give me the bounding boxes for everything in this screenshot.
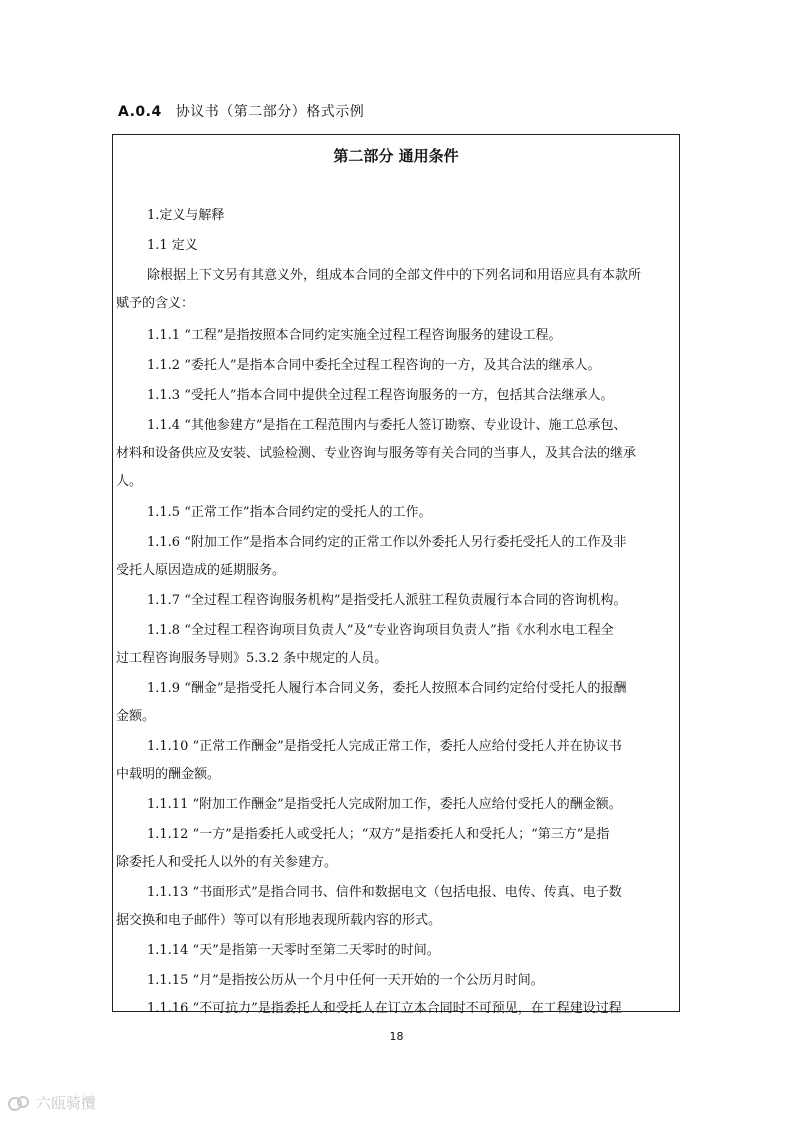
- watermark-logo-icon: [8, 1094, 32, 1112]
- text-line: 1.1.9 “酬金”是指受托人履行本合同义务，委托人按照本合同约定给付受托人的报酬: [147, 681, 627, 696]
- text-line: 1.1.14 “天”是指第一天零时至第二天零时的时间。: [147, 943, 440, 958]
- text-line: 1.1.2 “委托人”是指本合同中委托全过程工程咨询的一方，及其合法的继承人。: [147, 358, 601, 373]
- watermark: [8, 1092, 96, 1113]
- text-line: 1.1.5 “正常工作”指本合同约定的受托人的工作。: [147, 505, 432, 520]
- text-line: 过工程咨询服务导则》5.3.2 条中规定的人员。: [116, 651, 388, 666]
- text-line: 1.1.7 “全过程工程咨询服务机构”是指受托人派驻工程负责履行本合同的咨询机构。: [147, 593, 627, 608]
- text-line: 1.1.8 “全过程工程咨询项目负责人”及“专业咨询项目负责人”指《水利水电工程全: [147, 623, 614, 638]
- section-heading: [118, 101, 364, 121]
- text-line: 1.1.16 “不可抗力”是指委托人和受托人在订立本合同时不可预见，在工程建设过程: [147, 1001, 622, 1016]
- text-line: 除委托人和受托人以外的有关参建方。: [116, 855, 338, 870]
- text-line: 1.1 定义: [147, 238, 198, 253]
- text-line: 1.定义与解释: [147, 208, 225, 223]
- text-line: 1.1.4 “其他参建方”是指在工程范围内与委托人签订勘察、专业设计、施工总承包、: [147, 418, 627, 433]
- text-line: 1.1.11 “附加工作酬金”是指受托人完成附加工作，委托人应给付受托人的酬金额。: [147, 797, 622, 812]
- text-line: 1.1.15 “月”是指按公历从一个月中任何一天开始的一个公历月时间。: [147, 973, 544, 988]
- section-code: A.0.4: [118, 104, 162, 120]
- text-line: 赋予的含义：: [116, 296, 195, 311]
- text-line: 1.1.12 “一方”是指委托人或受托人；“双方”是指委托人和受托人；“第三方”是指: [147, 827, 610, 842]
- text-line: 据交换和电子邮件）等可以有形地表现所载内容的形式。: [116, 913, 442, 928]
- text-line: 人。: [116, 474, 143, 489]
- text-line: 材料和设备供应及安装、试验检测、专业咨询与服务等有关合同的当事人，及其合法的继承: [116, 446, 637, 461]
- text-line: 除根据上下文另有其意义外，组成本合同的全部文件中的下列名词和用语应具有本款所: [147, 268, 642, 283]
- watermark-text: 六瓯骑攬: [36, 1094, 97, 1112]
- text-line: 1.1.10 “正常工作酬金”是指受托人完成正常工作，委托人应给付受托人并在协议书: [147, 739, 622, 754]
- text-line: 1.1.13 “书面形式”是指合同书、信件和数据电文（包括电报、电传、传真、电子数: [147, 885, 622, 900]
- text-line: 受托人原因造成的延期服务。: [116, 563, 286, 578]
- section-title: 协议书（第二部分）格式示例: [175, 104, 365, 120]
- text-line: 金额。: [116, 709, 156, 724]
- page-number: 18: [389, 1030, 404, 1043]
- text-line: 中载明的酬金额。: [116, 767, 221, 782]
- text-line: 1.1.3 “受托人”指本合同中提供全过程工程咨询服务的一方，包括其合法继承人。: [147, 388, 614, 403]
- text-line: 1.1.6 “附加工作”是指本合同约定的正常工作以外委托人另行委托受托人的工作及非: [147, 535, 627, 550]
- text-line: 1.1.1 “工程”是指按照本合同约定实施全过程工程咨询服务的建设工程。: [147, 328, 562, 343]
- box-title: 第二部分 通用条件: [333, 147, 459, 165]
